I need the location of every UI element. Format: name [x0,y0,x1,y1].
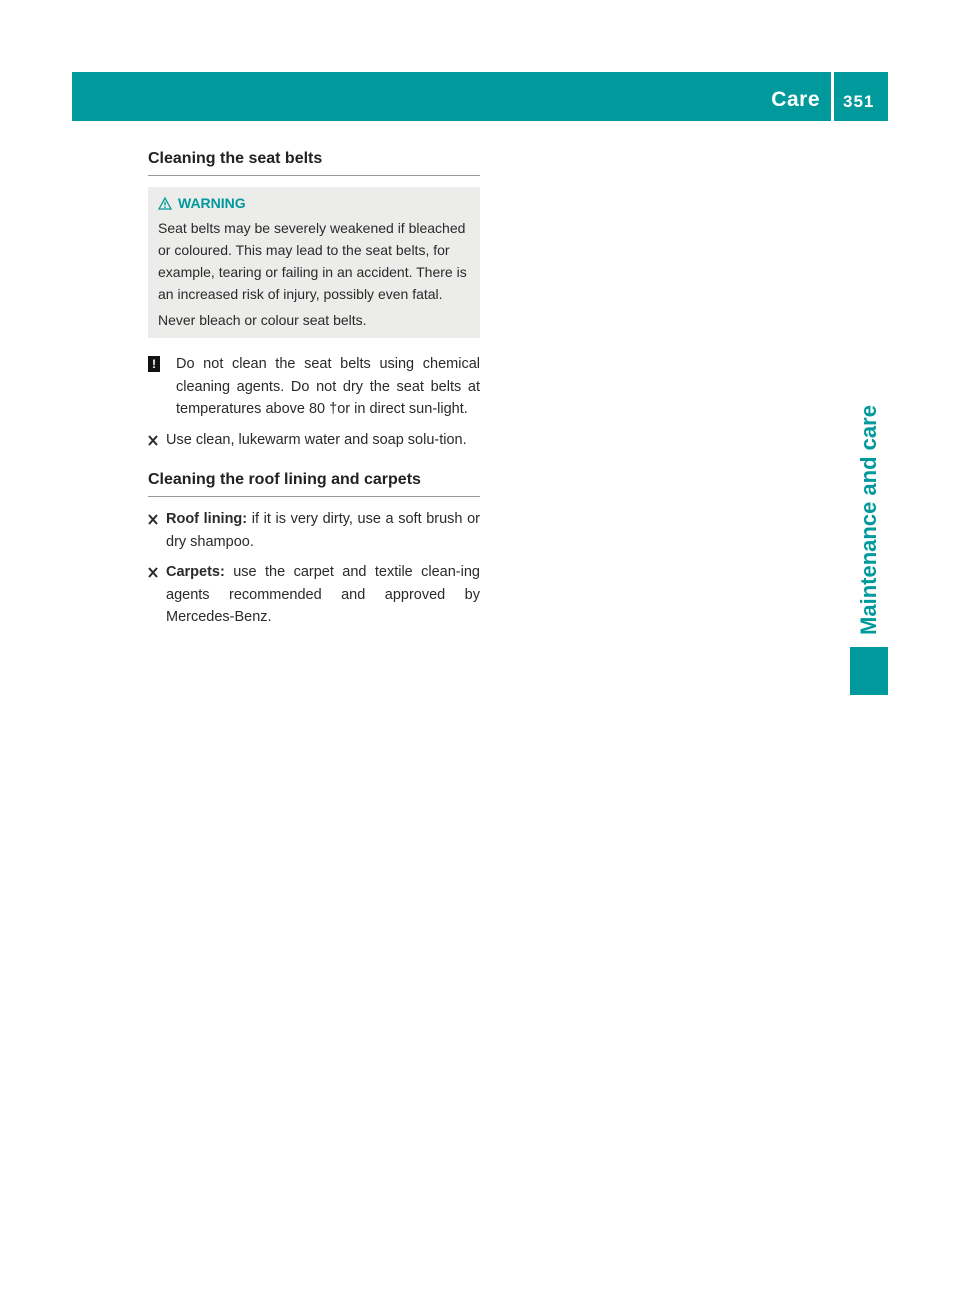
page-number: 351 [843,92,875,111]
x-step-icon [148,435,158,446]
warning-box [148,187,480,338]
note-text: Do not clean the seat belts using chemical cleaning agents. Do not dry the seat belts at temperatures above 80 †or in direct sun-light. [176,356,480,417]
warning-title-text: WARNING [178,195,246,211]
note-paragraph [148,353,480,421]
warning-title [158,195,474,211]
section-heading-roof-lining: Cleaning the roof lining and carpets [148,471,480,497]
section-heading-seat-belts: Cleaning the seat belts [148,150,480,176]
step-label: Roof lining: [166,511,248,527]
header-bar [72,72,888,121]
warning-instruction: Never bleach or colour seat belts. [158,312,367,328]
x-step-icon [148,567,158,578]
step-item [148,429,480,452]
step-text: Use clean, lukewarm water and soap solu-tion. [166,431,467,448]
warning-paragraph: Seat belts may be severely weakened if bleached or coloured. This may lead to the seat belts, for example, tearing or failing in an accident. There is an increased risk of injury, possibly even fatal. [158,220,467,302]
side-tab-label: Maintenance and care [856,405,881,635]
x-step-icon [148,514,158,525]
steps-list [148,508,480,629]
step-item-carpets [148,561,480,629]
step-text: if it is very dirty, use a soft brush or dry shampoo. [166,511,480,550]
warning-triangle-icon [158,197,172,210]
step-item-roof-lining [148,508,480,553]
header-section-title: Care [771,88,820,111]
side-tab-marker [850,647,888,695]
content-column [148,150,480,629]
step-text: use the carpet and textile clean-ing agents recommended and approved by Mercedes-Benz. [166,564,480,625]
step-label: Carpets: [166,564,225,580]
exclamation-icon: ! [148,356,160,372]
header-divider [831,72,834,121]
